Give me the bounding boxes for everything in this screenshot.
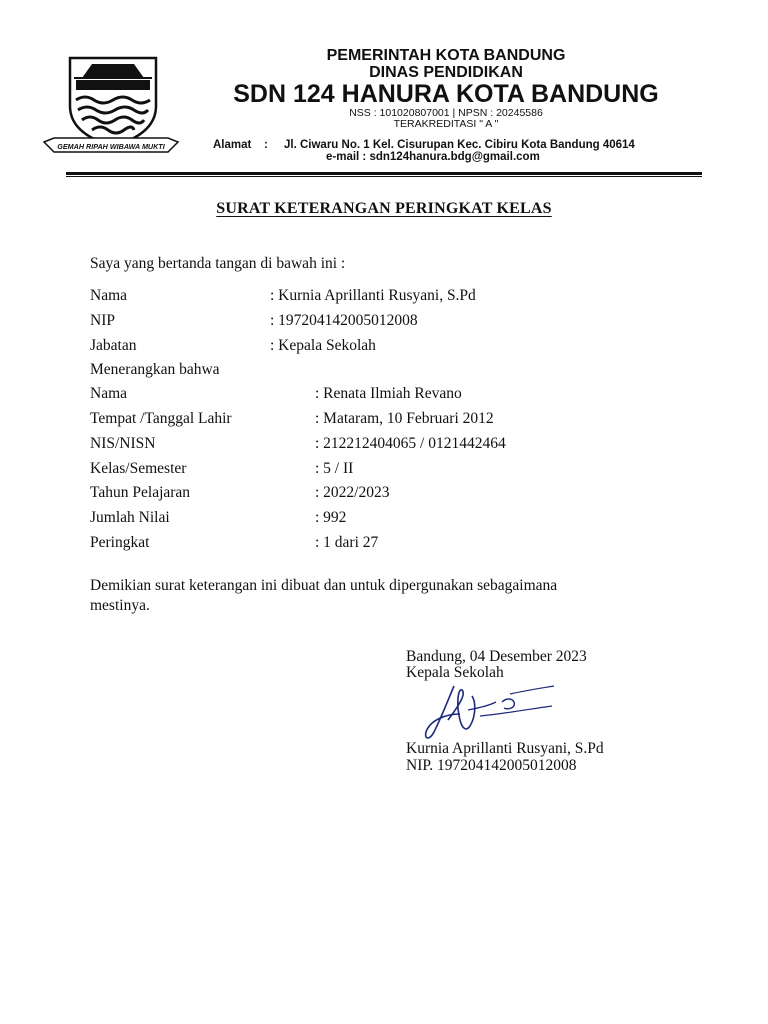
school-address: Jl. Ciwaru No. 1 Kel. Cisurupan Kec. Cibiru Kota Bandung 40614 — [284, 139, 635, 151]
student-nis-label: NIS/NISN — [90, 435, 156, 452]
letter-intro: Saya yang bertanda tangan di bawah ini : — [90, 255, 346, 272]
nss-npsn: NSS : 101020807001 | NPSN : 20245586 — [349, 107, 543, 119]
address-label: Alamat — [213, 139, 252, 151]
department-name: DINAS PENDIDIKAN — [369, 64, 523, 81]
signatory-position-value: : Kepala Sekolah — [270, 337, 376, 354]
accreditation: TERAKREDITASI " A " — [393, 118, 499, 130]
school-name: SDN 124 HANURA KOTA BANDUNG — [233, 80, 659, 108]
signature-place-date: Bandung, 04 Desember 2023 — [406, 648, 587, 665]
declare-text: Menerangkan bahwa — [90, 361, 220, 378]
student-score-label: Jumlah Nilai — [90, 509, 170, 526]
signatory-nip: NIP. 197204142005012008 — [406, 757, 577, 774]
student-nis-value: : 212212404065 / 0121442464 — [315, 435, 506, 452]
student-name-value: : Renata Ilmiah Revano — [315, 385, 462, 402]
header-rule-thick — [66, 172, 702, 175]
student-score-value: : 992 — [315, 509, 347, 526]
signatory-name-value: : Kurnia Aprillanti Rusyani, S.Pd — [270, 287, 476, 304]
student-birth-value: : Mataram, 10 Februari 2012 — [315, 410, 494, 427]
closing-line-1: Demikian surat keterangan ini dibuat dan untuk dipergunakan sebagaimana — [90, 577, 558, 594]
address-colon: : — [264, 139, 268, 151]
government-name: PEMERINTAH KOTA BANDUNG — [326, 47, 566, 64]
header-rule-thin — [66, 176, 702, 177]
signatory-nip-label: NIP — [90, 312, 115, 329]
signature-position: Kepala Sekolah — [406, 664, 504, 681]
closing-line-2: mestinya. — [90, 597, 150, 614]
student-rank-value: : 1 dari 27 — [315, 534, 379, 551]
student-year-value: : 2022/2023 — [315, 484, 390, 501]
signatory-name-label: Nama — [90, 287, 128, 304]
student-birth-label: Tempat /Tanggal Lahir — [90, 410, 232, 427]
signatory-nip-value: : 197204142005012008 — [270, 312, 418, 329]
student-year-label: Tahun Pelajaran — [90, 484, 191, 501]
school-email: e-mail : sdn124hanura.bdg@gmail.com — [326, 151, 540, 163]
logo-motto-text: GEMAH RIPAH WIBAWA MUKTI — [57, 142, 165, 151]
student-class-label: Kelas/Semester — [90, 460, 187, 477]
signatory-position-label: Jabatan — [90, 337, 137, 354]
student-name-label: Nama — [90, 385, 128, 402]
handwritten-signature — [420, 680, 560, 744]
letter-title: SURAT KETERANGAN PERINGKAT KELAS — [216, 200, 552, 217]
signatory-name: Kurnia Aprillanti Rusyani, S.Pd — [406, 740, 604, 757]
student-class-value: : 5 / II — [315, 460, 354, 477]
student-rank-label: Peringkat — [90, 534, 150, 551]
